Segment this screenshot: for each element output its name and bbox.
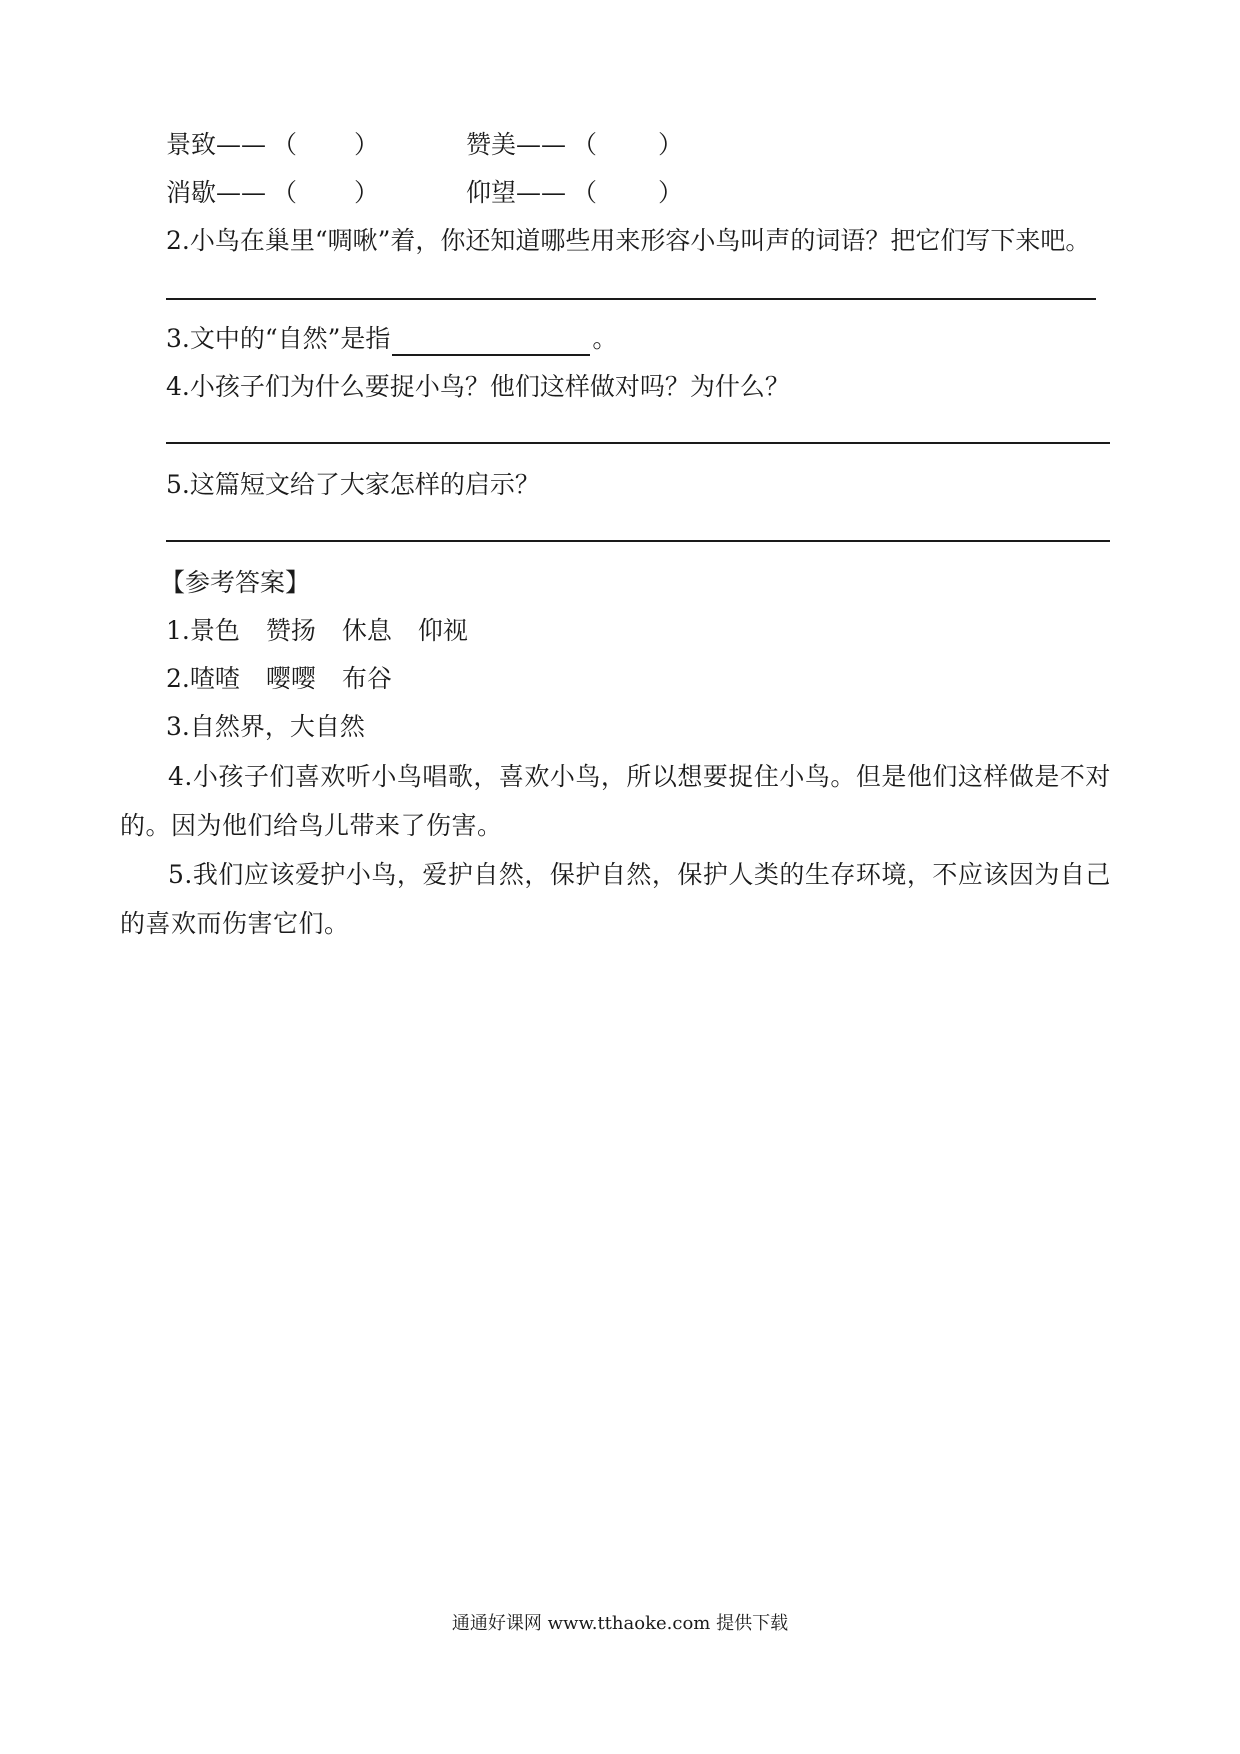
- question-3-end: 。: [592, 324, 618, 353]
- vocab-paren-close-1: ）: [354, 130, 380, 159]
- answer-blank-q3[interactable]: [392, 328, 590, 356]
- vocab-paren-open-2: （: [572, 130, 598, 159]
- vocab-paren-close-4: ）: [658, 178, 684, 207]
- question-5: 5.这篇短文给了大家怎样的启示？: [166, 470, 540, 499]
- answer-2: [166, 662, 418, 696]
- answer-line-q5[interactable]: [166, 540, 1110, 542]
- question-4: 4.小孩子们为什么要捉小鸟？他们这样做对吗？为什么？: [166, 372, 790, 401]
- answer-3: 3.自然界，大自然: [166, 712, 365, 741]
- vocab-term-2: 赞美——: [466, 130, 567, 159]
- answer-2-number: 2.: [166, 664, 190, 693]
- answer-line-q4[interactable]: [166, 442, 1110, 444]
- question-2: 2.小鸟在巢里“啁啾”着，你还知道哪些用来形容小鸟叫声的词语？把它们写下来吧。: [166, 226, 1091, 255]
- vocab-paren-open-4: （: [572, 178, 598, 207]
- answer-2-word-3: 布谷: [341, 664, 392, 693]
- question-3: [166, 322, 617, 356]
- answer-4: 4.小孩子们喜欢听小鸟唱歌，喜欢小鸟，所以想要捉住小鸟。但是他们这样做是不对的。因为他们给鸟儿带来了伤害。: [120, 762, 1111, 840]
- answer-1-number: 1.: [166, 616, 190, 645]
- answer-1-word-1: 景色: [189, 616, 240, 645]
- answer-1-word-4: 仰视: [417, 616, 468, 645]
- answer-2-word-2: 嘤嘤: [265, 664, 316, 693]
- answer-1-word-2: 赞扬: [265, 616, 316, 645]
- answers-heading: 【参考答案】: [160, 568, 311, 597]
- answer-1-word-3: 休息: [341, 616, 392, 645]
- vocab-term-3: 消歇——: [166, 178, 267, 207]
- answer-1: [166, 614, 494, 648]
- answer-2-word-1: 喳喳: [189, 664, 240, 693]
- footer-source: 通通好课网 www.tthaoke.com 提供下载: [451, 1613, 789, 1634]
- answer-5: 5.我们应该爱护小鸟，爱护自然，保护自然，保护人类的生存环境，不应该因为自己的喜欢而伤害它们。: [120, 860, 1111, 938]
- vocab-term-4: 仰望——: [466, 178, 567, 207]
- vocab-paren-close-3: ）: [354, 178, 380, 207]
- vocab-paren-open-1: （: [272, 130, 298, 159]
- vocab-term-1: 景致——: [166, 130, 267, 159]
- vocab-paren-open-3: （: [272, 178, 298, 207]
- answer-line-q2[interactable]: [166, 298, 1096, 300]
- question-3-prompt: 3.文中的“自然”是指: [166, 324, 391, 353]
- vocab-paren-close-2: ）: [658, 130, 684, 159]
